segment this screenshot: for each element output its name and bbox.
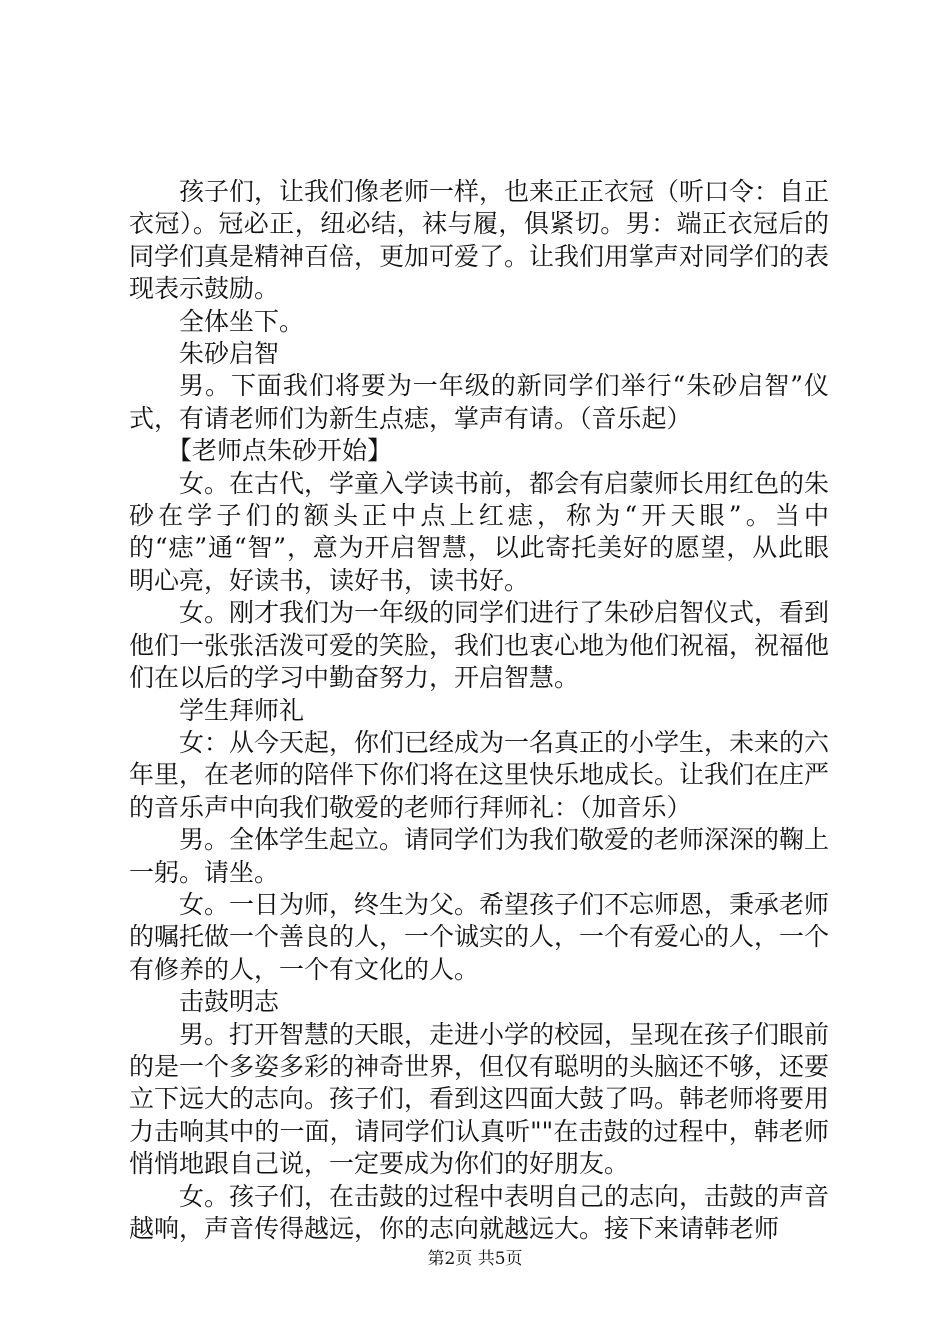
paragraph: 女。孩子们，在击鼓的过程中表明自己的志向，击鼓的声音越响，声音传得越远，你的志向就越远大。接下来请韩老师 — [129, 1181, 830, 1243]
section-heading: 击鼓明志 — [179, 987, 280, 1017]
paragraph: 男。打开智慧的天眼，走进小学的校园，呈现在孩子们眼前的是一个多姿多彩的神奇世界，但仅有聪明的头脑还不够，还要立下远大的志向。孩子们，看到这四面大鼓了吗。韩老师将要用力击响其中的一面，请同学们认真听""在击鼓的过程中，韩老师悄悄地跟自己说，一定要成为你们的好朋友。 — [129, 1019, 830, 1179]
page-number-footer: 第2页 共5页 — [427, 1249, 523, 1269]
bracket-note: 【老师点朱砂开始】 — [167, 436, 393, 466]
section-heading: 学生拜师礼 — [179, 695, 305, 725]
section-heading: 朱砂启智 — [179, 339, 280, 369]
paragraph: 女。一日为师，终生为父。希望孩子们不忘师恩，秉承老师的嘱托做一个善良的人，一个诚实的人，一个有爱心的人，一个有修养的人，一个有文化的人。 — [129, 889, 830, 984]
paragraph: 男。全体学生起立。请同学们为我们敬爱的老师深深的鞠上一躬。请坐。 — [129, 825, 830, 887]
paragraph: 孩子们，让我们像老师一样，也来正正衣冠（听口令：自正衣冠）。冠必正，纽必结，袜与履，俱紧切。男：端正衣冠后的同学们真是精神百倍，更加可爱了。让我们用掌声对同学们的表现表示鼓励。 — [129, 177, 830, 304]
document-body — [129, 176, 829, 1245]
paragraph: 女：从今天起，你们已经成为一名真正的小学生，未来的六年里，在老师的陪伴下你们将在这里快乐地成长。让我们在庄严的音乐声中向我们敬爱的老师行拜师礼：（加音乐） — [129, 727, 830, 822]
paragraph: 男。下面我们将要为一年级的新同学们举行“朱砂启智”仪式，有请老师们为新生点痣，掌声有请。（音乐起） — [129, 371, 829, 433]
paragraph: 女。在古代，学童入学读书前，都会有启蒙师长用红色的朱砂在学子们的额头正中点上红痣，称为“开天眼”。当中的“痣”通“智”，意为开启智慧，以此寄托美好的愿望，从此眼明心亮，好读书，读好书，读书好。 — [129, 468, 830, 595]
paragraph-line: 全体坐下。 — [179, 306, 305, 336]
paragraph: 女。刚才我们为一年级的同学们进行了朱砂启智仪式，看到他们一张张活泼可爱的笑脸，我们也衷心地为他们祝福，祝福他们在以后的学习中勤奋努力，开启智慧。 — [129, 598, 830, 693]
